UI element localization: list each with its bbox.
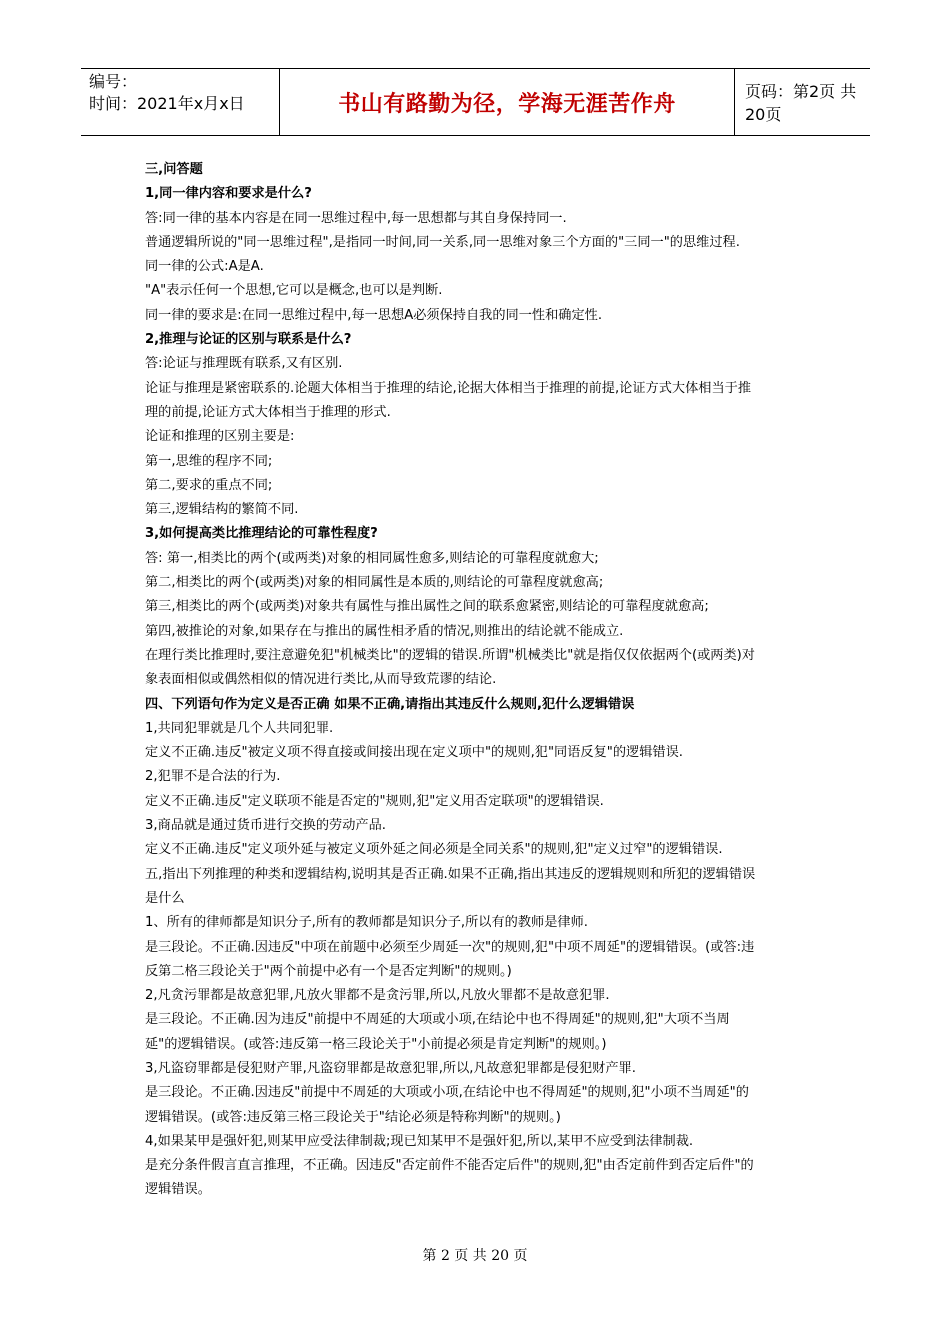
body-text-line: 是三段论。不正确.因违反"中项在前题中必须至少周延一次"的规则,犯"中项不周延"的逻辑错误。(或答:违 [145,939,755,955]
body-text-line: 是三段论。不正确.因为违反"前提中不周延的大项或小项,在结论中也不得周延"的规则,犯"大项不当周 [145,1012,730,1028]
body-text-line: 3,商品就是通过货币进行交换的劳动产品. [145,818,386,834]
body-text-line: 同一律的公式:A是A. [145,259,264,275]
body-text-line: 第二,要求的重点不同; [145,477,273,493]
body-text-line: 1、所有的律师都是知识分子,所有的教师都是知识分子,所以有的教师是律师. [145,915,588,931]
body-text-line: 第四,被推论的对象,如果存在与推出的属性相矛盾的情况,则推出的结论就不能成立. [145,623,624,639]
body-text-line: 第三,相类比的两个(或两类)对象共有属性与推出属性之间的联系愈紧密,则结论的可靠程度就愈高; [145,599,709,615]
body-text-line: 是什么 [145,890,185,906]
body-text-line: 理的前提,论证方式大体相当于推理的形式. [145,404,391,420]
body-text-line: 反第二格三段论关于"两个前提中必有一个是否定判断"的规则。) [145,963,512,979]
body-text-line: 五,指出下列推理的种类和逻辑结构,说明其是否正确.如果不正确,指出其违反的逻辑规则和所犯的逻辑错误 [145,866,756,882]
page-footer: 第 2 页 共 20 页 [422,1248,528,1264]
body-text-line: 答: 第一,相类比的两个(或两类)对象的相同属性愈多,则结论的可靠程度就愈大; [145,550,599,566]
document-body [145,158,815,1203]
body-text-line: 答:论证与推理既有联系,又有区别. [145,356,343,372]
body-text-line: 逻辑错误。 [145,1182,211,1198]
body-text-line: 同一律的要求是:在同一思维过程中,每一思想A必须保持自我的同一性和确定性. [145,307,603,323]
body-text-line: 3,凡盗窃罪都是侵犯财产罪,凡盗窃罪都是故意犯罪,所以,凡故意犯罪都是侵犯财产罪. [145,1060,636,1076]
body-text-line: 论证与推理是紧密联系的.论题大体相当于推理的结论,论据大体相当于推理的前提,论证方式大体相当于推 [145,380,752,396]
body-text-line: 定义不正确.违反"定义项外延与被定义项外延之间必须是全同关系"的规则,犯"定义过窄"的逻辑错误. [145,842,723,858]
body-text-line: 2,凡贪污罪都是故意犯罪,凡放火罪都不是贪污罪,所以,凡放火罪都不是故意犯罪. [145,988,610,1004]
document-number-label: 编号： [89,72,138,91]
body-text-line: 答:同一律的基本内容是在同一思维过程中,每一思想都与其自身保持同一. [145,210,567,226]
section-heading: 四、下列语句作为定义是否正确 如果不正确,请指出其违反什么规则,犯什么逻辑错误 [145,696,635,712]
body-text-line: 4,如果某甲是强奸犯,则某甲应受法律制裁;现已知某甲不是强奸犯,所以,某甲不应受到法律制裁. [145,1133,694,1149]
section-heading: 3,如何提高类比推理结论的可靠性程度? [145,526,378,542]
header-motto: 书山有路勤为径，学海无涯苦作舟 [280,69,735,135]
section-heading: 1,同一律内容和要求是什么? [145,186,312,202]
body-text-line: 第三,逻辑结构的繁简不同. [145,502,299,518]
section-heading: 三,问答题 [145,162,203,177]
body-text-line: 1,共同犯罪就是几个人共同犯罪. [145,720,334,736]
body-text-line: 是充分条件假言直言推理，不正确。因违反"否定前件不能否定后件"的规则,犯"由否定前件到否定后件"的 [145,1158,754,1174]
body-text-line: 定义不正确.违反"被定义项不得直接或间接出现在定义项中"的规则,犯"同语反复"的逻辑错误. [145,745,683,761]
page-header [81,68,870,136]
section-heading: 2,推理与论证的区别与联系是什么? [145,332,352,348]
header-page-info: 页码：第2页 共20页 [745,82,857,124]
body-text-line: 延"的逻辑错误。(或答:违反第一格三段论关于"小前提必须是肯定判断"的规则。) [145,1036,607,1052]
body-text-line: 第一,思维的程序不同; [145,453,273,469]
body-text-line: 2,犯罪不是合法的行为. [145,769,281,785]
document-date-label: 时间：2021年x月x日 [89,94,245,113]
body-text-line: 在理行类比推理时,要注意避免犯"机械类比"的逻辑的错误.所谓"机械类比"就是指仅仅依据两个(或两类)对 [145,647,755,663]
body-text-line: 逻辑错误。(或答:违反第三格三段论关于"结论必须是特称判断"的规则。) [145,1109,561,1125]
body-text-line: 定义不正确.违反"定义联项不能是否定的"规则,犯"定义用否定联项"的逻辑错误. [145,793,604,809]
body-text-line: 是三段论。不正确.因违反"前提中不周延的大项或小项,在结论中也不得周延"的规则,犯"小项不当周延"的 [145,1085,749,1101]
body-text-line: 论证和推理的区别主要是: [145,429,295,445]
body-text-line: 普通逻辑所说的"同一思维过程",是指同一时间,同一关系,同一思维对象三个方面的"三同一"的思维过程. [145,234,740,250]
body-text-line: "A"表示任何一个思想,它可以是概念,也可以是判断. [145,283,443,299]
body-text-line: 象表面相似或偶然相似的情况进行类比,从而导致荒谬的结论. [145,672,497,688]
body-text-line: 第二,相类比的两个(或两类)对象的相同属性是本质的,则结论的可靠程度就愈高; [145,575,604,591]
header-meta-cell [81,69,280,135]
